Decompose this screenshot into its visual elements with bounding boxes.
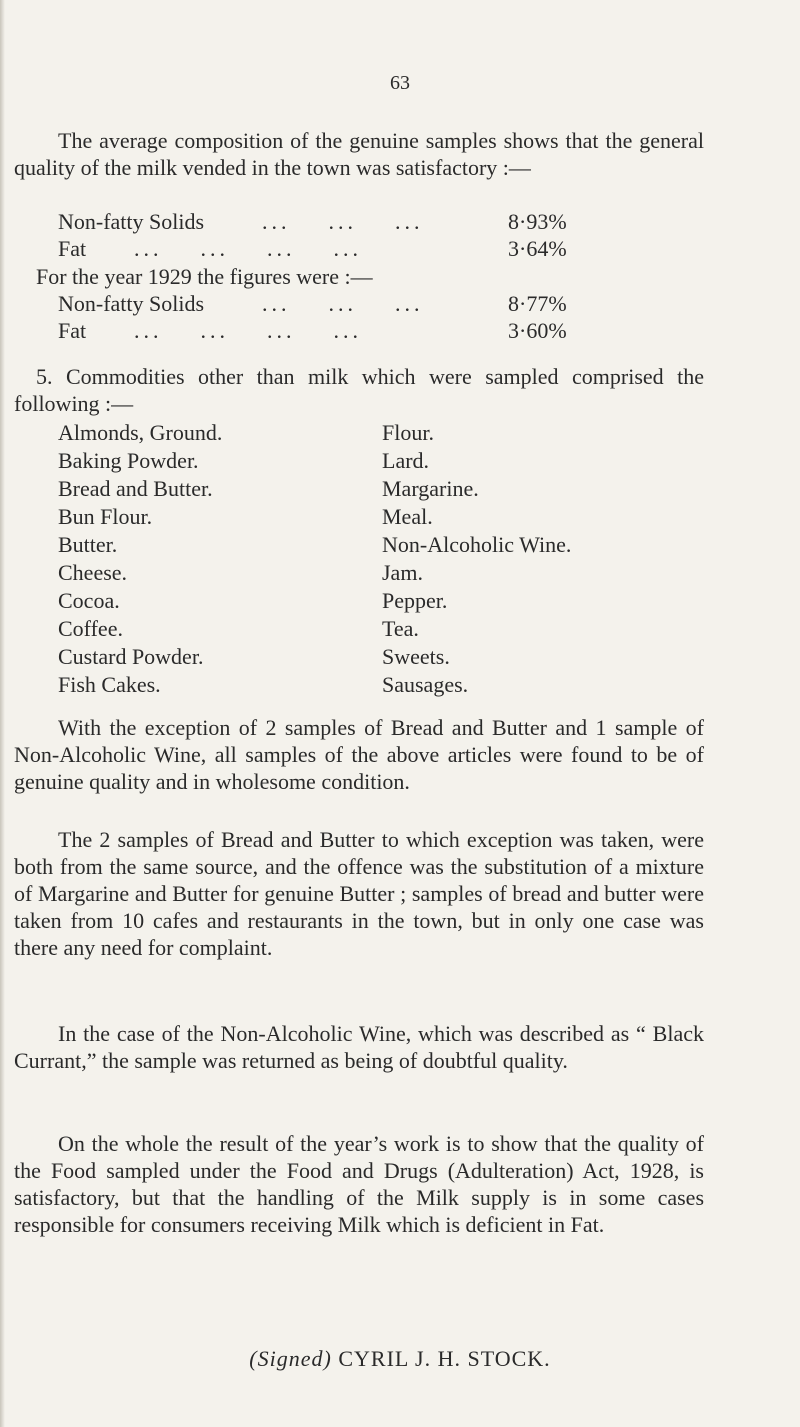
- commodity-item: Sweets.: [382, 644, 450, 669]
- current-nonfatty-row: [58, 208, 204, 235]
- bread-butter-paragraph: The 2 samples of Bread and Butter to which exception was taken, were both from the same source, and the offence was the substitution of a mixture of Margarine and Butter for genuine Butter ; samples of bread and butter were taken from 10 cafes and restaurants in the town, but in only one case was there any need for complaint.: [14, 827, 704, 960]
- current-nonfatty-label: Non-fatty Solids: [58, 209, 205, 234]
- signature: [0, 1346, 800, 1372]
- current-nonfatty-value: 8·93%: [508, 209, 567, 234]
- commodity-item: Butter.: [58, 532, 118, 557]
- prev-year-heading: For the year 1929 the figures were :—: [36, 264, 373, 289]
- commodity-item: Jam.: [382, 560, 423, 585]
- prev-nonfatty-label: Non-fatty Solids: [58, 291, 205, 316]
- wine-paragraph: In the case of the Non-Alcoholic Wine, which was described as “ Black Currant,” the sample was returned as being of doubtful quality.: [14, 1021, 704, 1073]
- dot-leader: ... ... ... ...: [134, 236, 362, 261]
- commodity-item: Margarine.: [382, 476, 479, 501]
- commodity-item: Sausages.: [382, 672, 469, 697]
- commodity-item: Tea.: [382, 616, 419, 641]
- prev-fat-value: 3·60%: [508, 318, 567, 343]
- commodity-item: Flour.: [382, 420, 434, 445]
- dot-leader: ... ... ...: [262, 209, 424, 234]
- commodity-item: Almonds, Ground.: [58, 420, 223, 445]
- commodity-item: Cocoa.: [58, 588, 120, 613]
- commodity-item: Baking Powder.: [58, 448, 199, 473]
- commodity-item: Cheese.: [58, 560, 128, 585]
- conclusion-paragraph: On the whole the result of the year’s work is to show that the quality of the Food sampled under the Food and Drugs (Adulteration) Act, 1928, is satisfactory, but that the handling of the Milk supply is in some cases responsible for consumers receiving Milk which is deficient in Fat.: [14, 1131, 704, 1237]
- signature-name: CYRIL J. H. STOCK.: [338, 1346, 551, 1371]
- intro-paragraph: The average composition of the genuine samples shows that the general quality of the milk vended in the town was satisfactory :—: [14, 128, 704, 180]
- commodity-item: Non-Alcoholic Wine.: [382, 532, 572, 557]
- current-fat-label: Fat: [58, 236, 87, 261]
- page-edge-shadow: [0, 0, 5, 1427]
- section-5-paragraph: 5. Commodities other than milk which were sampled comprised the following :—: [14, 364, 704, 416]
- commodity-item: Fish Cakes.: [58, 672, 161, 697]
- signature-prefix: (Signed): [249, 1346, 332, 1371]
- page-number: 63: [390, 72, 410, 94]
- current-fat-value: 3·64%: [508, 236, 567, 261]
- prev-fat-label: Fat: [58, 318, 87, 343]
- commodity-item: Meal.: [382, 504, 433, 529]
- commodity-item: Bun Flour.: [58, 504, 153, 529]
- prev-nonfatty-value: 8·77%: [508, 291, 567, 316]
- commodities-left-column: [58, 419, 222, 699]
- commodity-item: Bread and Butter.: [58, 476, 213, 501]
- exception-paragraph: With the exception of 2 samples of Bread and Butter and 1 sample of Non-Alcoholic Wine, all samples of the above articles were found to be of genuine quality and in wholesome condition.: [14, 715, 704, 794]
- commodity-item: Coffee.: [58, 616, 123, 641]
- dot-leader: ... ... ... ...: [134, 318, 362, 343]
- commodities-right-column: [382, 419, 571, 699]
- commodity-item: Pepper.: [382, 588, 448, 613]
- dot-leader: ... ... ...: [262, 291, 424, 316]
- commodity-item: Lard.: [382, 448, 430, 473]
- commodity-item: Custard Powder.: [58, 644, 204, 669]
